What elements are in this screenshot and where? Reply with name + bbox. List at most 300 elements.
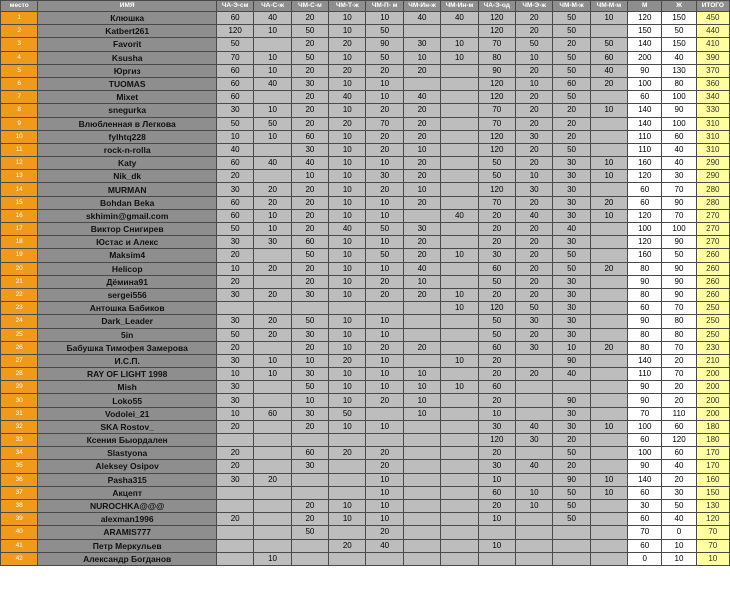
zh-cell: 80 <box>662 315 696 328</box>
score-cell: 10 <box>441 249 478 262</box>
score-cell: 40 <box>254 77 291 90</box>
name-cell: Loko55 <box>38 394 217 407</box>
table-row <box>1 130 730 143</box>
name-cell: alexman1996 <box>38 513 217 526</box>
score-cell: 20 <box>366 447 403 460</box>
total-cell: 360 <box>696 77 729 90</box>
name-cell: SKA Rostov_ <box>38 420 217 433</box>
score-cell: 10 <box>590 104 627 117</box>
score-cell: 60 <box>590 51 627 64</box>
score-cell: 50 <box>515 38 552 51</box>
score-cell: 40 <box>590 64 627 77</box>
score-cell: 10 <box>515 51 552 64</box>
score-cell: 20 <box>216 420 253 433</box>
score-cell <box>590 460 627 473</box>
score-cell: 20 <box>515 25 552 38</box>
score-cell <box>515 526 552 539</box>
m-cell: 110 <box>628 130 662 143</box>
score-cell: 50 <box>553 262 590 275</box>
score-cell: 10 <box>329 381 366 394</box>
score-cell <box>515 354 552 367</box>
table-row <box>1 407 730 420</box>
score-cell: 50 <box>553 249 590 262</box>
table-row <box>1 12 730 25</box>
total-cell: 340 <box>696 91 729 104</box>
score-cell: 20 <box>553 38 590 51</box>
score-cell <box>254 539 291 552</box>
score-cell: 120 <box>478 91 515 104</box>
score-cell <box>478 552 515 565</box>
place-cell: 32 <box>1 420 38 433</box>
total-cell: 180 <box>696 434 729 447</box>
place-cell: 8 <box>1 104 38 117</box>
name-cell: Dark_Leader <box>38 315 217 328</box>
m-cell: 80 <box>628 288 662 301</box>
place-cell: 37 <box>1 486 38 499</box>
column-header: ЧМ-С-м <box>291 1 328 12</box>
score-cell: 10 <box>403 381 440 394</box>
score-cell <box>590 368 627 381</box>
score-cell: 20 <box>515 91 552 104</box>
zh-cell: 10 <box>662 539 696 552</box>
zh-cell: 40 <box>662 143 696 156</box>
table-row <box>1 117 730 130</box>
total-cell: 250 <box>696 315 729 328</box>
score-cell: 10 <box>254 51 291 64</box>
score-cell <box>515 394 552 407</box>
total-cell: 280 <box>696 196 729 209</box>
m-cell: 140 <box>628 38 662 51</box>
score-cell: 50 <box>291 381 328 394</box>
score-cell: 10 <box>553 341 590 354</box>
score-cell: 50 <box>478 170 515 183</box>
score-cell: 10 <box>590 209 627 222</box>
m-cell: 90 <box>628 381 662 394</box>
score-cell: 50 <box>553 51 590 64</box>
column-header: ИМЯ <box>38 1 217 12</box>
name-cell: snegurka <box>38 104 217 117</box>
score-cell: 60 <box>216 196 253 209</box>
score-cell: 20 <box>403 64 440 77</box>
m-cell: 60 <box>628 91 662 104</box>
table-row <box>1 170 730 183</box>
total-cell: 270 <box>696 209 729 222</box>
place-cell: 25 <box>1 328 38 341</box>
score-cell: 20 <box>216 275 253 288</box>
score-cell <box>441 130 478 143</box>
score-cell: 10 <box>590 486 627 499</box>
total-cell: 410 <box>696 38 729 51</box>
place-cell: 10 <box>1 130 38 143</box>
score-cell: 120 <box>478 434 515 447</box>
score-cell <box>590 143 627 156</box>
score-cell: 10 <box>366 381 403 394</box>
zh-cell: 0 <box>662 526 696 539</box>
score-cell: 10 <box>329 368 366 381</box>
score-cell: 30 <box>366 170 403 183</box>
score-cell: 70 <box>366 117 403 130</box>
score-cell <box>441 460 478 473</box>
score-cell <box>403 77 440 90</box>
table-row <box>1 434 730 447</box>
score-cell: 60 <box>291 447 328 460</box>
score-cell: 50 <box>553 91 590 104</box>
score-cell: 20 <box>291 420 328 433</box>
score-cell: 20 <box>478 394 515 407</box>
score-cell <box>329 486 366 499</box>
column-header: ЧМ-Ин-ж <box>403 1 440 12</box>
score-cell <box>441 328 478 341</box>
score-cell: 20 <box>291 38 328 51</box>
score-cell <box>441 91 478 104</box>
place-cell: 12 <box>1 157 38 170</box>
zh-cell: 70 <box>662 368 696 381</box>
score-cell: 30 <box>216 183 253 196</box>
score-cell: 60 <box>291 130 328 143</box>
zh-cell: 40 <box>662 51 696 64</box>
score-cell: 50 <box>478 315 515 328</box>
name-cell: Виктор Снигирев <box>38 223 217 236</box>
score-cell: 30 <box>216 394 253 407</box>
zh-cell: 70 <box>662 183 696 196</box>
total-cell: 310 <box>696 130 729 143</box>
column-header: ЧМ-М-ж <box>553 1 590 12</box>
score-cell: 20 <box>254 473 291 486</box>
name-cell: Акцепт <box>38 486 217 499</box>
score-cell: 10 <box>366 328 403 341</box>
score-cell <box>590 447 627 460</box>
score-cell: 10 <box>329 51 366 64</box>
score-cell <box>403 499 440 512</box>
name-cell: rock-n-rolla <box>38 143 217 156</box>
zh-cell: 30 <box>662 486 696 499</box>
place-cell: 11 <box>1 143 38 156</box>
score-cell: 50 <box>216 38 253 51</box>
zh-cell: 60 <box>662 447 696 460</box>
place-cell: 14 <box>1 183 38 196</box>
table-row <box>1 394 730 407</box>
name-cell: И.С.П. <box>38 354 217 367</box>
score-cell: 10 <box>329 196 366 209</box>
score-cell: 10 <box>329 209 366 222</box>
table-row <box>1 381 730 394</box>
score-cell <box>403 302 440 315</box>
score-cell: 20 <box>403 196 440 209</box>
score-cell: 60 <box>216 12 253 25</box>
score-cell: 50 <box>366 51 403 64</box>
score-cell: 30 <box>515 341 552 354</box>
table-row <box>1 104 730 117</box>
score-cell: 20 <box>590 77 627 90</box>
place-cell: 29 <box>1 381 38 394</box>
score-cell: 10 <box>403 394 440 407</box>
zh-cell: 70 <box>662 341 696 354</box>
score-cell: 40 <box>254 12 291 25</box>
column-header: ЧМ-Ин-м <box>441 1 478 12</box>
score-cell: 20 <box>515 64 552 77</box>
score-cell: 40 <box>553 368 590 381</box>
score-cell: 20 <box>515 196 552 209</box>
score-cell: 40 <box>403 12 440 25</box>
place-cell: 9 <box>1 117 38 130</box>
score-cell: 120 <box>478 25 515 38</box>
score-cell: 30 <box>553 420 590 433</box>
score-cell: 80 <box>478 51 515 64</box>
score-cell: 20 <box>478 236 515 249</box>
place-cell: 18 <box>1 236 38 249</box>
score-cell <box>441 394 478 407</box>
score-cell <box>366 407 403 420</box>
score-cell <box>441 539 478 552</box>
score-cell <box>441 262 478 275</box>
score-cell: 10 <box>329 77 366 90</box>
score-cell <box>590 117 627 130</box>
column-header: М <box>628 1 662 12</box>
score-cell: 70 <box>216 51 253 64</box>
m-cell: 120 <box>628 170 662 183</box>
score-cell: 10 <box>590 12 627 25</box>
score-cell: 50 <box>553 447 590 460</box>
score-cell <box>254 420 291 433</box>
score-cell: 20 <box>515 368 552 381</box>
zh-cell: 10 <box>662 552 696 565</box>
score-cell: 90 <box>553 394 590 407</box>
score-cell <box>553 526 590 539</box>
m-cell: 60 <box>628 302 662 315</box>
score-cell: 60 <box>216 209 253 222</box>
score-cell: 60 <box>254 407 291 420</box>
score-cell: 20 <box>553 460 590 473</box>
score-cell <box>216 499 253 512</box>
table-row <box>1 526 730 539</box>
total-cell: 270 <box>696 223 729 236</box>
score-cell <box>291 486 328 499</box>
score-cell: 10 <box>366 486 403 499</box>
score-cell <box>403 526 440 539</box>
score-cell: 70 <box>478 117 515 130</box>
score-cell: 10 <box>366 499 403 512</box>
zh-cell: 90 <box>662 104 696 117</box>
score-cell: 10 <box>366 196 403 209</box>
name-cell: Дёмина91 <box>38 275 217 288</box>
score-cell: 20 <box>366 275 403 288</box>
score-cell: 10 <box>441 288 478 301</box>
zh-cell: 40 <box>662 157 696 170</box>
score-cell: 20 <box>590 262 627 275</box>
m-cell: 60 <box>628 486 662 499</box>
score-cell: 50 <box>553 25 590 38</box>
score-cell: 10 <box>254 368 291 381</box>
m-cell: 160 <box>628 249 662 262</box>
m-cell: 80 <box>628 341 662 354</box>
score-cell: 20 <box>291 117 328 130</box>
score-cell: 50 <box>553 12 590 25</box>
score-cell: 60 <box>216 91 253 104</box>
score-cell: 60 <box>216 64 253 77</box>
score-cell <box>254 434 291 447</box>
table-row <box>1 447 730 460</box>
score-cell: 70 <box>478 196 515 209</box>
place-cell: 4 <box>1 51 38 64</box>
zh-cell: 40 <box>662 460 696 473</box>
total-cell: 290 <box>696 170 729 183</box>
score-cell: 30 <box>254 236 291 249</box>
m-cell: 90 <box>628 315 662 328</box>
score-cell: 40 <box>515 420 552 433</box>
m-cell: 60 <box>628 434 662 447</box>
score-cell: 20 <box>553 104 590 117</box>
score-cell: 20 <box>329 38 366 51</box>
total-cell: 290 <box>696 157 729 170</box>
score-cell <box>403 328 440 341</box>
score-cell: 20 <box>590 341 627 354</box>
score-cell <box>254 499 291 512</box>
score-cell: 10 <box>515 77 552 90</box>
score-cell: 10 <box>366 513 403 526</box>
score-cell: 20 <box>291 91 328 104</box>
score-cell: 20 <box>291 12 328 25</box>
zh-cell: 100 <box>662 223 696 236</box>
table-row <box>1 249 730 262</box>
score-cell <box>590 434 627 447</box>
score-cell: 50 <box>216 328 253 341</box>
score-cell: 10 <box>291 170 328 183</box>
score-cell: 20 <box>291 499 328 512</box>
score-cell <box>441 183 478 196</box>
score-cell: 20 <box>216 513 253 526</box>
name-cell: ARAMIS777 <box>38 526 217 539</box>
score-cell <box>403 354 440 367</box>
score-cell: 40 <box>403 262 440 275</box>
score-cell <box>291 302 328 315</box>
zh-cell: 100 <box>662 117 696 130</box>
score-cell: 20 <box>366 130 403 143</box>
name-cell: Pasha315 <box>38 473 217 486</box>
table-row <box>1 262 730 275</box>
score-cell: 10 <box>366 91 403 104</box>
score-cell: 30 <box>216 354 253 367</box>
total-cell: 250 <box>696 302 729 315</box>
score-cell: 20 <box>216 170 253 183</box>
score-cell <box>441 196 478 209</box>
m-cell: 120 <box>628 12 662 25</box>
score-cell: 30 <box>291 328 328 341</box>
score-cell: 60 <box>478 381 515 394</box>
m-cell: 140 <box>628 117 662 130</box>
score-cell: 20 <box>403 130 440 143</box>
place-cell: 27 <box>1 354 38 367</box>
score-cell <box>590 302 627 315</box>
zh-cell: 20 <box>662 381 696 394</box>
score-cell: 10 <box>329 236 366 249</box>
total-cell: 450 <box>696 12 729 25</box>
score-cell: 30 <box>515 315 552 328</box>
zh-cell: 90 <box>662 196 696 209</box>
zh-cell: 20 <box>662 354 696 367</box>
score-cell: 40 <box>291 157 328 170</box>
place-cell: 1 <box>1 12 38 25</box>
score-cell: 90 <box>478 64 515 77</box>
score-cell: 10 <box>329 170 366 183</box>
score-cell: 10 <box>329 315 366 328</box>
score-cell <box>590 499 627 512</box>
score-cell: 50 <box>329 407 366 420</box>
score-cell: 10 <box>329 499 366 512</box>
score-cell: 10 <box>329 25 366 38</box>
place-cell: 28 <box>1 368 38 381</box>
score-cell <box>441 341 478 354</box>
score-cell: 10 <box>366 473 403 486</box>
score-cell <box>329 473 366 486</box>
table-row <box>1 513 730 526</box>
score-cell <box>441 223 478 236</box>
table-row <box>1 275 730 288</box>
zh-cell: 150 <box>662 38 696 51</box>
score-cell: 30 <box>291 288 328 301</box>
score-cell: 30 <box>216 473 253 486</box>
score-cell: 30 <box>515 183 552 196</box>
table-row <box>1 25 730 38</box>
score-cell: 10 <box>366 236 403 249</box>
total-cell: 440 <box>696 25 729 38</box>
score-cell: 30 <box>478 460 515 473</box>
total-cell: 170 <box>696 460 729 473</box>
score-cell: 20 <box>478 354 515 367</box>
column-header: место <box>1 1 38 12</box>
score-cell <box>329 302 366 315</box>
score-cell: 50 <box>366 249 403 262</box>
score-cell <box>441 157 478 170</box>
zh-cell: 70 <box>662 302 696 315</box>
score-cell <box>441 170 478 183</box>
score-cell: 60 <box>478 262 515 275</box>
score-cell: 10 <box>329 104 366 117</box>
score-cell <box>329 526 366 539</box>
score-cell <box>216 486 253 499</box>
score-cell: 120 <box>478 183 515 196</box>
table-row <box>1 288 730 301</box>
score-cell <box>441 104 478 117</box>
table-row <box>1 77 730 90</box>
column-header: ИТОГО <box>696 1 729 12</box>
m-cell: 90 <box>628 64 662 77</box>
zh-cell: 90 <box>662 262 696 275</box>
score-cell <box>590 25 627 38</box>
m-cell: 150 <box>628 25 662 38</box>
score-cell: 20 <box>515 249 552 262</box>
score-cell: 30 <box>216 236 253 249</box>
name-cell: Петр Меркульев <box>38 539 217 552</box>
score-cell: 50 <box>216 117 253 130</box>
table-row <box>1 51 730 64</box>
m-cell: 110 <box>628 368 662 381</box>
zh-cell: 40 <box>662 513 696 526</box>
table-row <box>1 223 730 236</box>
score-cell: 20 <box>478 447 515 460</box>
score-cell: 70 <box>478 38 515 51</box>
table-row <box>1 328 730 341</box>
score-cell: 60 <box>291 236 328 249</box>
place-cell: 3 <box>1 38 38 51</box>
table-row <box>1 64 730 77</box>
m-cell: 0 <box>628 552 662 565</box>
place-cell: 20 <box>1 262 38 275</box>
score-cell <box>366 552 403 565</box>
score-cell: 10 <box>254 104 291 117</box>
score-cell <box>403 552 440 565</box>
table-row <box>1 302 730 315</box>
place-cell: 26 <box>1 341 38 354</box>
